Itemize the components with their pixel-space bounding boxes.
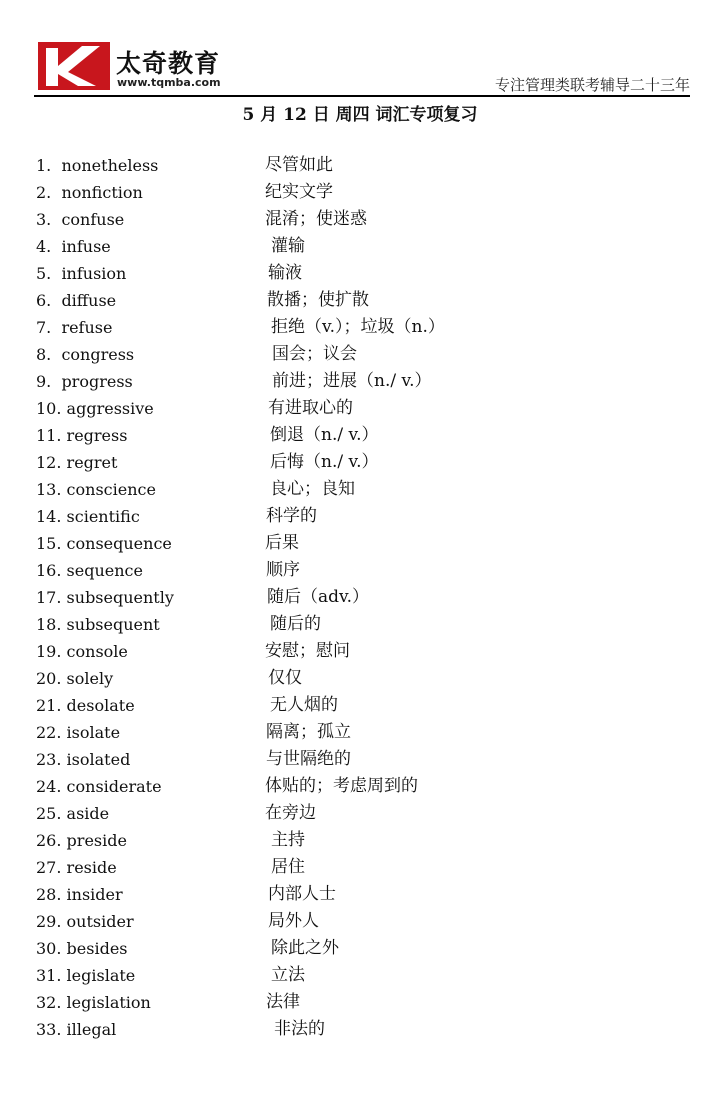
page-title: 5 月 12 日 周四 词汇专项复习	[242, 105, 478, 125]
vocab-word-text: subsequently	[66, 588, 174, 607]
vocab-meaning: 尽管如此	[265, 155, 333, 175]
vocab-meaning: 法律	[266, 992, 300, 1012]
vocab-number: 18.	[36, 615, 62, 634]
vocab-number: 14.	[36, 507, 62, 526]
vocab-number: 24.	[36, 777, 62, 796]
vocab-number: 16.	[36, 561, 62, 580]
vocab-item	[36, 611, 676, 638]
vocab-meaning: 科学的	[266, 506, 317, 526]
vocab-word	[36, 341, 134, 368]
vocab-word	[36, 854, 117, 881]
vocab-item	[36, 962, 676, 989]
vocab-meaning: 隔离；孤立	[266, 722, 351, 742]
vocab-item	[36, 746, 676, 773]
vocab-word	[36, 503, 140, 530]
vocab-number: 33.	[36, 1020, 62, 1039]
vocab-meaning: 前进；进展（n./ v.）	[272, 371, 432, 391]
vocab-word-text: conscience	[66, 480, 156, 499]
vocab-word-text: aside	[66, 804, 110, 823]
vocab-word-text: legislation	[66, 993, 151, 1012]
vocab-item	[36, 476, 676, 503]
vocab-word-text: nonetheless	[61, 156, 159, 175]
vocab-number: 30.	[36, 939, 62, 958]
vocab-meaning: 混淆；使迷惑	[265, 209, 367, 229]
vocab-number: 5.	[36, 264, 52, 283]
vocab-meaning: 有进取心的	[268, 398, 353, 418]
vocab-list	[36, 152, 676, 1043]
vocab-item	[36, 422, 676, 449]
vocab-meaning: 除此之外	[271, 938, 339, 958]
vocab-item	[36, 638, 676, 665]
vocab-word	[36, 827, 127, 854]
vocab-number: 22.	[36, 723, 62, 742]
vocab-word-text: scientific	[66, 507, 140, 526]
vocab-word	[36, 287, 116, 314]
vocab-word-text: progress	[61, 372, 133, 391]
header-divider	[34, 95, 690, 97]
vocab-word	[36, 611, 160, 638]
vocab-word	[36, 800, 109, 827]
vocab-word-text: besides	[66, 939, 128, 958]
vocab-item	[36, 800, 676, 827]
vocab-word-text: desolate	[66, 696, 135, 715]
vocab-meaning: 仅仅	[268, 668, 302, 688]
vocab-word	[36, 314, 112, 341]
vocab-item	[36, 152, 676, 179]
vocab-number: 13.	[36, 480, 62, 499]
vocab-word-text: infusion	[61, 264, 127, 283]
vocab-word	[36, 395, 154, 422]
vocab-meaning: 内部人士	[268, 884, 336, 904]
vocab-word-text: insider	[66, 885, 123, 904]
vocab-meaning: 后悔（n./ v.）	[270, 452, 379, 472]
vocab-meaning: 随后的	[270, 614, 321, 634]
vocab-meaning: 良心；良知	[270, 479, 355, 499]
vocab-number: 27.	[36, 858, 62, 877]
vocab-word	[36, 908, 134, 935]
vocab-item	[36, 989, 676, 1016]
vocab-word	[36, 233, 111, 260]
vocab-number: 1.	[36, 156, 52, 175]
vocab-meaning: 散播；使扩散	[267, 290, 369, 310]
vocab-number: 6.	[36, 291, 52, 310]
vocab-word	[36, 881, 123, 908]
vocab-word-text: isolated	[66, 750, 131, 769]
vocab-word	[36, 179, 143, 206]
vocab-item	[36, 692, 676, 719]
vocab-word	[36, 773, 162, 800]
vocab-number: 29.	[36, 912, 62, 931]
vocab-item	[36, 773, 676, 800]
vocab-number: 4.	[36, 237, 52, 256]
vocab-item	[36, 935, 676, 962]
vocab-word	[36, 719, 120, 746]
vocab-meaning: 输液	[268, 263, 302, 283]
vocab-word	[36, 1016, 116, 1043]
vocab-word	[36, 206, 124, 233]
vocab-number: 12.	[36, 453, 62, 472]
vocab-word-text: console	[66, 642, 128, 661]
vocab-meaning: 无人烟的	[270, 695, 338, 715]
vocab-item	[36, 395, 676, 422]
vocab-meaning: 立法	[271, 965, 305, 985]
vocab-number: 17.	[36, 588, 62, 607]
vocab-number: 2.	[36, 183, 52, 202]
vocab-word-text: confuse	[61, 210, 125, 229]
vocab-word-text: aggressive	[66, 399, 154, 418]
vocab-word	[36, 152, 158, 179]
vocab-meaning: 安慰；慰问	[265, 641, 350, 661]
vocab-item	[36, 260, 676, 287]
vocab-meaning: 非法的	[274, 1019, 325, 1039]
tq-logo-icon	[38, 42, 110, 90]
vocab-word-text: solely	[66, 669, 114, 688]
vocab-item	[36, 233, 676, 260]
vocab-word	[36, 368, 133, 395]
vocab-number: 23.	[36, 750, 62, 769]
vocab-word-text: diffuse	[61, 291, 117, 310]
vocab-number: 3.	[36, 210, 52, 229]
vocab-meaning: 灌输	[271, 236, 305, 256]
vocab-item	[36, 854, 676, 881]
vocab-item	[36, 827, 676, 854]
vocab-meaning: 与世隔绝的	[266, 749, 351, 769]
vocab-word-text: regret	[66, 453, 118, 472]
vocab-word	[36, 422, 127, 449]
vocab-word-text: regress	[66, 426, 128, 445]
vocab-item	[36, 179, 676, 206]
vocab-word	[36, 449, 117, 476]
vocab-item	[36, 719, 676, 746]
vocab-meaning: 顺序	[266, 560, 300, 580]
brand-url: www.tqmba.com	[117, 76, 221, 89]
vocab-word	[36, 665, 113, 692]
vocab-word	[36, 530, 172, 557]
vocab-word	[36, 260, 126, 287]
vocab-word	[36, 746, 130, 773]
vocab-word-text: refuse	[61, 318, 113, 337]
vocab-number: 9.	[36, 372, 52, 391]
vocab-item	[36, 530, 676, 557]
vocab-word-text: infuse	[61, 237, 111, 256]
vocab-number: 19.	[36, 642, 62, 661]
vocab-number: 10.	[36, 399, 62, 418]
vocab-word	[36, 989, 151, 1016]
vocab-word-text: preside	[66, 831, 127, 850]
vocab-meaning: 纪实文学	[265, 182, 333, 202]
vocab-word-text: subsequent	[66, 615, 160, 634]
brand-name: 太奇教育	[116, 49, 221, 78]
vocab-meaning: 随后（adv.）	[267, 587, 370, 607]
vocab-word-text: nonfiction	[61, 183, 143, 202]
vocab-meaning: 国会；议会	[272, 344, 357, 364]
vocab-word	[36, 962, 135, 989]
vocab-meaning: 拒绝（v.）；垃圾（n.）	[271, 317, 445, 337]
vocab-meaning: 局外人	[268, 911, 319, 931]
vocab-number: 20.	[36, 669, 62, 688]
vocab-word	[36, 638, 128, 665]
vocab-meaning: 在旁边	[265, 803, 316, 823]
vocab-meaning: 主持	[271, 830, 305, 850]
vocab-number: 8.	[36, 345, 52, 364]
vocab-word-text: congress	[61, 345, 135, 364]
vocab-item	[36, 584, 676, 611]
vocab-word	[36, 557, 143, 584]
vocab-item	[36, 368, 676, 395]
vocab-item	[36, 1016, 676, 1043]
vocab-word	[36, 584, 174, 611]
vocab-word	[36, 935, 128, 962]
header-tagline: 专注管理类联考辅导二十三年	[494, 76, 690, 94]
vocab-meaning: 居住	[271, 857, 305, 877]
vocab-item	[36, 314, 676, 341]
vocab-word-text: legislate	[66, 966, 136, 985]
vocab-item	[36, 881, 676, 908]
vocab-word-text: reside	[66, 858, 117, 877]
vocab-number: 21.	[36, 696, 62, 715]
vocab-item	[36, 665, 676, 692]
vocab-meaning: 体贴的；考虑周到的	[265, 776, 418, 796]
vocab-number: 7.	[36, 318, 52, 337]
vocab-item	[36, 206, 676, 233]
vocab-word-text: sequence	[66, 561, 143, 580]
vocab-item	[36, 449, 676, 476]
vocab-number: 26.	[36, 831, 62, 850]
vocab-word-text: considerate	[66, 777, 162, 796]
vocab-word	[36, 476, 156, 503]
vocab-item	[36, 503, 676, 530]
vocab-word-text: illegal	[66, 1020, 117, 1039]
vocab-item	[36, 908, 676, 935]
vocab-number: 15.	[36, 534, 62, 553]
vocab-word-text: consequence	[66, 534, 172, 553]
vocab-number: 25.	[36, 804, 62, 823]
vocab-number: 32.	[36, 993, 62, 1012]
vocab-item	[36, 341, 676, 368]
vocab-number: 11.	[36, 426, 62, 445]
vocab-word	[36, 692, 135, 719]
vocab-meaning: 后果	[265, 533, 299, 553]
vocab-word-text: isolate	[66, 723, 121, 742]
vocab-number: 28.	[36, 885, 62, 904]
vocab-item	[36, 557, 676, 584]
vocab-item	[36, 287, 676, 314]
vocab-meaning: 倒退（n./ v.）	[270, 425, 379, 445]
vocab-word-text: outsider	[66, 912, 134, 931]
vocab-number: 31.	[36, 966, 62, 985]
